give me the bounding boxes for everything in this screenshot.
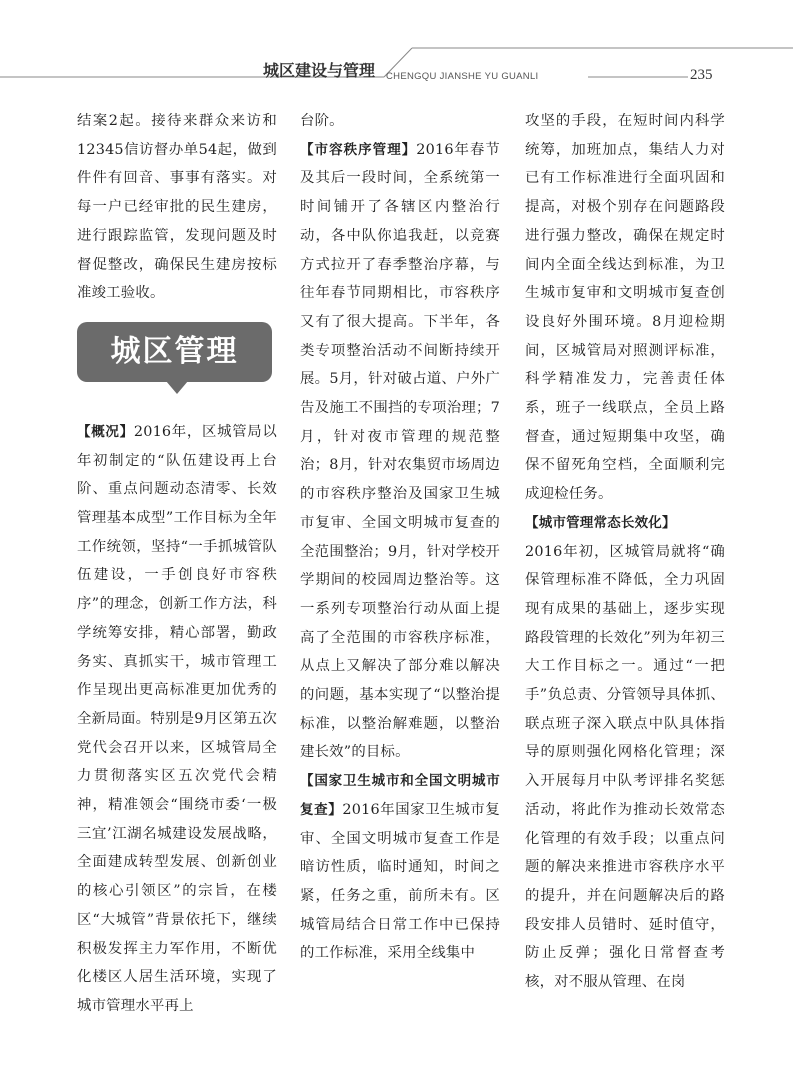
heading-city-review: 【国家卫生城市和全国文明城市复查】 <box>300 773 500 818</box>
column-right <box>525 107 725 997</box>
section-title: 城区建设与管理 <box>263 61 376 80</box>
paragraph-normalized-management <box>525 509 725 997</box>
column-middle <box>300 107 500 968</box>
header-rule <box>0 0 793 100</box>
paragraph-city-review <box>300 767 500 968</box>
city-review-text: 2016年国家卫生城市复审、全国文明城市复查工作是暗访性质，临时通知，时间之紧，任务之重，前所未有。区城管局结合日常工作中已保持的工作标准，采用全线集中 <box>300 801 500 962</box>
paragraph-overview <box>77 418 277 1021</box>
heading-overview: 【概况】 <box>77 423 134 440</box>
heading-order-management: 【市容秩序管理】 <box>300 141 417 158</box>
paragraph-continuation: 台阶。 <box>300 113 344 129</box>
speech-pointer-icon <box>166 381 188 394</box>
overview-text: 2016年，区城管局以年初制定的“队伍建设再上台阶、重点问题动态清零、长效管理基本成型”工作目标为全年工作统领，坚持“一手抓城管队伍建设，一手创良好市容秩序”的理念，创新工作方法，科学统筹安排，精心部署，勤政务实、真抓实干，城市管理工作呈现出更高标准更加优秀的全新局面。特别是9月区第五次党代会召开以来，区城管局全力贯彻落实区五次党代会精神，精准领会“围绕市委‘一极三宜’江湖名城建设发展战略，全面建成转型发展、创新创业的核心引领区”的宗旨，在楼区“大城管”背景依托下，继续积极发挥主力军作用，不断优化楼区人居生活环境，实现了城市管理水平再上 <box>77 423 277 1014</box>
paragraph-continuation: 结案2起。接待来群众来访和12345信访督办单54起，做到件件有回音、事事有落实。对每一户已经审批的民生建房，进行跟踪监管，发现问题及时督促整改，确保民生建房按标准竣工验收。 <box>77 113 277 302</box>
heading-normalized-management: 【城市管理常态长效化】 <box>525 514 676 531</box>
order-management-text: 2016年春节及其后一段时间，全系统第一时间铺开了各辖区内整治行动，各中队你追我赶，以竞赛方式拉开了春季整治序幕，与往年春节同期相比，市容秩序又有了很大提高。下半年，各类专项整治活动不间断持续开展。5月，针对破占道、户外广告及施工不围挡的专项治理；7月，针对夜市管理的规范整治；8月，针对农集贸市场周边的市容秩序整治及国家卫生城市复审、全国文明城市复查的全范围整治；9月，针对学校开学期间的校园周边整治等。这一系列专项整治行动从面上提高了全范围的市容秩序标准，从点上又解决了部分难以解决的问题，基本实现了“以整治提标准，以整治解难题，以整治建长效”的目标。 <box>300 141 500 761</box>
page-number: 235 <box>690 67 713 83</box>
block-title-chengqu-guanli <box>77 322 272 392</box>
paragraph-order-management <box>300 136 500 767</box>
paragraph-continuation: 攻坚的手段，在短时间内科学统筹，加班加点，集结人力对已有工作标准进行全面巩固和提高，对极个别存在问题路段进行强力整改，确保在规定时间内全面全线达到标准，为卫生城市复审和文明城市复查创设良好外围环境。8月迎检期间，区城管局对照测评标准，科学精准发力，完善责任体系，班子一线联点，全员上路督查，通过短期集中攻坚，确保不留死角空档，全面顺利完成迎检任务。 <box>525 113 725 503</box>
normalized-management-text: 2016年初，区城管局就将“确保管理标准不降低，全力巩固现有成果的基础上，逐步实现路段管理的长效化”列为年初三大工作目标之一。通过“一把手”负总责、分管领导具体抓、联点班子深入联点中队具体指导的原则强化网格化管理；深入开展每月中队考评排名奖惩活动，将此作为推动长效常态化管理的有效手段；以重点问题的解决来推进市容秩序水平的提升，并在问题解决后的路段安排人员错时、延时值守，防止反弹；强化日常督查考核，对不服从管理、在岗 <box>525 543 725 991</box>
page-header <box>0 0 793 100</box>
block-title-label: 城区管理 <box>77 322 272 382</box>
column-left <box>77 107 277 1021</box>
section-subtitle: CHENGQU JIANSHE YU GUANLI <box>386 71 539 82</box>
